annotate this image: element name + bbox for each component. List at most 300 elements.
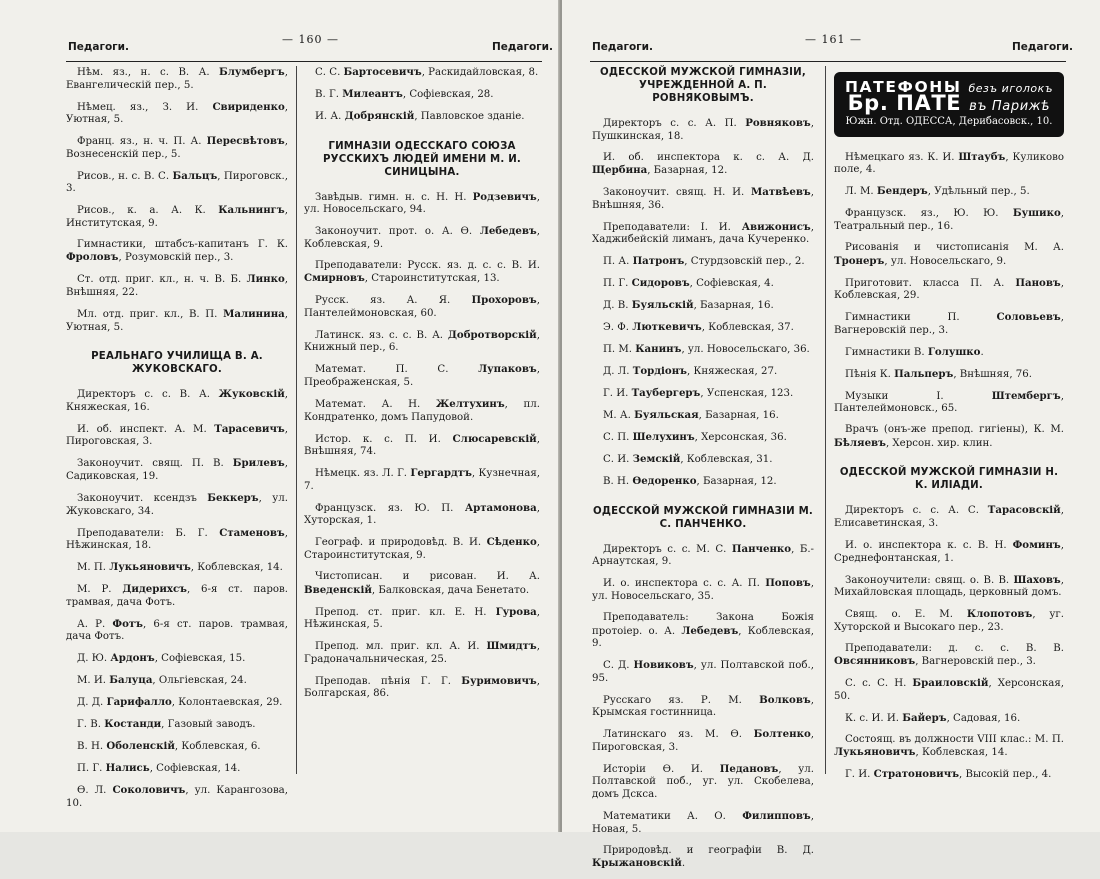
entry-address: , Коблевская, 37. <box>701 322 794 334</box>
directory-entry <box>304 606 540 632</box>
entry-surname: Шаховъ <box>1013 573 1061 586</box>
entry-title: Русск. яз. А. Я. <box>315 295 472 307</box>
entry-address: , Княжеская, 16. <box>66 389 288 413</box>
entry-title: Г. В. <box>77 719 105 731</box>
entry-address: , Новая, 5. <box>592 810 814 835</box>
directory-entry <box>304 191 540 217</box>
entry-surname: Малинина <box>223 308 285 321</box>
entry-title: Латинск. яз. с. с. В. А. <box>315 329 448 341</box>
entry-address: , Стурдзовскій пер., 2. <box>684 256 805 268</box>
entry-surname: Пересвѣтовъ <box>206 135 285 148</box>
entry-surname: Прохоровъ <box>471 294 537 307</box>
directory-entry <box>66 239 288 265</box>
entry-title: Ѳ. Л. <box>77 785 113 797</box>
entry-surname: Панченко <box>731 542 792 555</box>
entry-title: Законоучит. свящ. П. В. <box>77 458 233 470</box>
entry-surname: Бальцъ <box>172 169 218 182</box>
entry-title: Истор. к. с. П. И. <box>315 433 453 445</box>
entry-surname: Люткевичъ <box>632 321 702 334</box>
entry-title: Г. И. <box>845 769 874 781</box>
entry-surname: Штаубъ <box>958 150 1006 163</box>
directory-entry <box>834 368 1064 382</box>
entry-surname: Пальперъ <box>894 367 954 380</box>
directory-entry <box>66 170 288 196</box>
directory-entry <box>592 255 814 269</box>
entry-address: , Внѣшняя, 76. <box>953 368 1033 380</box>
directory-entry <box>66 273 288 299</box>
entry-surname: Авижонисъ <box>741 220 811 233</box>
directory-entry <box>304 640 540 666</box>
directory-entry <box>834 608 1064 634</box>
section-heading: ОДЕССКОЙ МУЖСКОЙ ГИМНАЗІИ Н. К. ИЛІАДИ. <box>839 467 1059 492</box>
entry-title: Д. Д. <box>77 697 107 709</box>
entry-address: , Садовая, 16. <box>946 712 1021 724</box>
entry-title: Природовѣд. и географіи В. Д. <box>603 844 814 856</box>
entry-surname: Филипповъ <box>742 809 811 822</box>
entry-address: , Хаджибейскій лиманъ, дача Кучеренко. <box>592 221 814 246</box>
directory-entry <box>834 424 1064 450</box>
entry-address: , Евангеличеcкій пер., 5. <box>66 67 288 91</box>
entry-title: Э. Ф. <box>603 322 633 334</box>
entry-title: Исторіи Ѳ. И. <box>603 763 720 775</box>
entry-address: , Коблевская, 29. <box>834 277 1064 302</box>
entry-address: , Балковская, дача Бенетато. <box>371 584 530 596</box>
entry-surname: Брилевъ <box>232 457 285 470</box>
entry-address: , Институтская, 9. <box>66 205 288 229</box>
entry-title: Французск. яз., Ю. Ю. <box>845 208 1013 220</box>
entry-surname: Добрянскій <box>344 109 415 122</box>
directory-entry <box>592 409 814 423</box>
entry-title: Директоръ с. с. М. С. <box>603 543 732 555</box>
directory-entry <box>66 696 288 710</box>
entry-title: В. Н. <box>603 476 633 488</box>
entry-address: , Нѣжинская, 18. <box>66 527 288 552</box>
column-left <box>592 66 814 879</box>
entry-surname: Овсянниковъ <box>834 655 916 668</box>
directory-entry <box>66 762 288 776</box>
entry-surname: Балуца <box>109 674 153 687</box>
entry-address: , Коблевская, 14. <box>190 562 283 574</box>
page-number: — 160 — <box>282 33 339 46</box>
entry-address: , Вагнеровскій пер., 3. <box>834 312 1064 336</box>
directory-entry <box>592 810 814 836</box>
directory-entry <box>304 363 540 389</box>
entry-title: Нѣмецкаго яз. К. И. <box>845 151 959 163</box>
entry-title: И. о. инспектора к. с. В. Н. <box>845 539 1013 551</box>
directory-entry <box>834 390 1064 416</box>
entry-title: И. А. <box>315 110 345 122</box>
entry-title: Музыки I. <box>845 390 992 402</box>
entry-address: , Высокій пер., 4. <box>959 769 1052 781</box>
directory-entry <box>66 527 288 553</box>
entry-title: Д. В. <box>603 300 632 312</box>
entry-address: , ул. Карангозова, 10. <box>66 785 288 809</box>
entry-title: Приготовит. класса П. А. <box>845 277 1016 289</box>
entry-surname: Клопотовъ <box>966 608 1033 621</box>
entry-address: , Михайловская площадь, церковный домъ. <box>834 574 1064 599</box>
directory-entry <box>592 277 814 291</box>
entry-surname: Тарасевичъ <box>214 422 285 435</box>
entry-address: , Хуторская, 1. <box>304 502 540 527</box>
entry-surname: Тарасовскій <box>987 504 1061 517</box>
entry-address: , Садиковская, 19. <box>66 458 288 482</box>
entry-title: К. с. И. И. <box>845 712 903 724</box>
entry-title: С. И. <box>603 454 633 466</box>
entry-address: , Б.-Арнаутская, 9. <box>592 543 814 568</box>
entry-surname: Смирновъ <box>304 272 365 285</box>
entry-surname: Фроловъ <box>66 251 119 264</box>
entry-address: , Елисаветинская, 3. <box>834 505 1064 529</box>
entry-address: , Пантелеймоновск., 65. <box>834 390 1064 415</box>
column-divider <box>825 66 826 774</box>
directory-entry <box>592 321 814 335</box>
directory-entry <box>66 457 288 483</box>
entry-title: В. Н. <box>77 741 107 753</box>
header-rule <box>590 61 1066 62</box>
directory-entry <box>834 643 1064 669</box>
entry-title: И. об. инспект. А. М. <box>77 423 215 435</box>
directory-entry <box>66 652 288 666</box>
entry-surname: Бѣляевъ <box>834 436 886 449</box>
entry-address: , Херсон. хир. клин. <box>885 437 993 449</box>
directory-entry <box>592 186 814 212</box>
directory-entry <box>592 728 814 754</box>
entry-address: , ул. Новосельскаго, 36. <box>681 344 810 356</box>
ad-line2-main: Бр. ПАТЕ <box>847 90 962 115</box>
directory-entry <box>304 66 540 80</box>
directory-entry <box>592 365 814 379</box>
entry-surname: Жуковскій <box>218 388 285 401</box>
entry-title: Завѣдыв. гимн. н. с. Н. Н. <box>315 191 473 203</box>
directory-entry <box>592 299 814 313</box>
directory-entry <box>592 117 814 143</box>
entry-surname: Земскій <box>632 453 681 466</box>
entry-title: М. А. <box>603 410 635 422</box>
entry-title: Ст. отд. приг. кл., н. ч. В. Б. <box>77 274 247 286</box>
entry-title: С. П. <box>603 432 633 444</box>
entry-address: , Удѣльный пер., 5. <box>927 186 1030 198</box>
directory-entry <box>304 88 540 102</box>
entry-surname: Тордіонъ <box>632 365 687 378</box>
directory-entry <box>834 734 1064 760</box>
entry-address: , Коблевская, 6. <box>174 741 261 753</box>
entry-address: , Преображенская, 5. <box>304 364 540 389</box>
directory-entry <box>592 152 814 178</box>
directory-entry <box>834 185 1064 199</box>
entry-surname: Соловьевъ <box>996 311 1061 324</box>
entry-title: Директоръ с. с. А. С. <box>845 505 988 517</box>
entry-address: , Колонтаевская, 29. <box>171 697 283 709</box>
entry-surname: Шелухинъ <box>632 431 695 444</box>
entry-title: М. П. <box>77 562 110 574</box>
entry-surname: Введенскій <box>304 583 372 596</box>
directory-entry <box>304 110 540 124</box>
directory-entry <box>66 618 288 644</box>
entry-title: Географ. и природовѣд. В. И. <box>315 537 487 549</box>
entry-surname: Добротворскій <box>447 328 537 341</box>
directory-entry <box>304 260 540 286</box>
entry-title: Математ. П. С. <box>315 364 479 376</box>
entry-surname: Фотъ <box>112 617 143 630</box>
entry-surname: Блумбергъ <box>219 66 285 78</box>
directory-entry <box>592 431 814 445</box>
entry-surname: Ардонъ <box>110 652 155 665</box>
entry-surname: Дидерихсъ <box>122 583 187 596</box>
entry-title: Преподаватель: Закона Божія протоіер. о. А. <box>592 611 814 637</box>
column-divider <box>296 66 297 774</box>
directory-entry <box>66 388 288 414</box>
entry-address: , Пироговская, 3. <box>66 423 288 448</box>
directory-entry <box>592 694 814 720</box>
column-left <box>66 66 288 819</box>
entry-surname: Фоминъ <box>1012 538 1061 551</box>
entry-title: Г. И. <box>603 388 632 400</box>
entry-title: Пѣнія К. <box>845 368 895 380</box>
entry-surname: Канинъ <box>635 343 682 356</box>
entry-surname: Крыжановскій <box>592 857 682 870</box>
entry-surname: Штембергъ <box>991 389 1061 402</box>
column-right-entries <box>834 151 1064 782</box>
entry-address: , Софіевская, 28. <box>402 88 494 100</box>
directory-entry <box>66 308 288 334</box>
entry-address: , Вагнеровскій пер., 3. <box>915 656 1036 668</box>
entry-surname: Матвѣевъ <box>750 186 811 199</box>
entry-surname: Новиковъ <box>633 659 694 672</box>
running-head-right: Педагоги. <box>492 41 554 53</box>
directory-entry <box>304 225 540 251</box>
directory-entry <box>66 66 288 92</box>
directory-entry <box>592 763 814 802</box>
entry-address: , Староинститутская, 9. <box>304 537 540 561</box>
entry-title: Преподаватели: I. И. <box>603 221 742 233</box>
entry-title: Математики А. О. <box>603 810 743 822</box>
directory-entry <box>66 718 288 732</box>
entry-surname: Свириденко <box>212 100 285 113</box>
entry-address: , 6-я ст. паров. трамвая, дача Фотъ. <box>66 584 288 608</box>
entry-surname: Патронъ <box>632 255 685 268</box>
entry-address: , Раскидайловская, 8. <box>421 67 539 78</box>
entry-surname: Нались <box>105 762 150 775</box>
entry-surname: Беккеръ <box>207 491 259 504</box>
entry-address: . <box>681 858 686 870</box>
entry-title: П. Г. <box>77 763 106 775</box>
directory-entry <box>66 784 288 810</box>
entry-address: , Розумовскій пер., 3. <box>118 252 234 264</box>
directory-entry <box>304 398 540 424</box>
directory-entry <box>304 536 540 562</box>
entry-surname: Таубергеръ <box>631 387 701 400</box>
entry-address: , ул. Жуковскаго, 34. <box>66 492 288 517</box>
entry-title: Французск. яз. Ю. П. <box>315 502 465 514</box>
entry-title: Л. М. <box>845 186 877 198</box>
entry-surname: Желтухинъ <box>435 398 505 411</box>
entry-address: , Вознесенскій пер., 5. <box>66 136 288 160</box>
entry-title: Состоящ. въ должности VIII клас.: М. П. <box>845 733 1064 745</box>
entry-title: С. С. <box>315 67 344 78</box>
entry-address: , Крымская гостинница. <box>592 694 814 719</box>
entry-title: Латинскаго яз. М. Ѳ. <box>603 729 754 741</box>
directory-entry <box>834 504 1064 530</box>
directory-entry <box>304 433 540 459</box>
directory-entry <box>834 768 1064 782</box>
section-heading: РЕАЛЬНАГО УЧИЛИЩА В. А. ЖУКОВСКАГО. <box>91 351 263 376</box>
entry-surname: Лебедевъ <box>479 225 537 238</box>
entry-title: Преподаватели: Русск. яз. д. с. с. В. И. <box>315 259 540 271</box>
entry-title: В. Г. <box>315 88 343 100</box>
directory-entry <box>66 674 288 688</box>
directory-entry <box>592 453 814 467</box>
entry-title: Гимнастики, штабсъ-капитанъ Г. К. <box>77 238 288 250</box>
entry-surname: Артамонова <box>464 501 537 514</box>
entry-title: А. Р. <box>77 618 113 630</box>
entry-title: Гимнастики П. <box>845 312 997 324</box>
entry-title: Преподаватели: д. с. с. В. В. <box>845 642 1064 654</box>
directory-entry <box>66 135 288 161</box>
entry-address: , Нѣжинская, 5. <box>304 606 540 631</box>
column-right <box>304 66 540 709</box>
directory-entry <box>834 574 1064 600</box>
entry-address: , Пантелеймоновская, 60. <box>304 295 540 319</box>
entry-address: , Софіевская, 4. <box>689 278 774 290</box>
entry-surname: Щербина <box>592 164 648 177</box>
directory-entry <box>304 294 540 320</box>
directory-entry <box>304 571 540 597</box>
entry-title: Д. Ю. <box>77 653 111 665</box>
directory-entry <box>592 612 814 651</box>
entry-address: , ул. Полтавской поб., 95. <box>592 660 815 684</box>
entry-address: , Софіевская, 14. <box>149 763 241 775</box>
entry-address: , Кузнечная, 7. <box>304 468 540 492</box>
entry-address: , Княжеская, 27. <box>686 366 778 378</box>
entry-surname: Буяльская <box>634 409 699 422</box>
entry-title: Рисов., к. а. А. К. <box>77 205 219 217</box>
entry-surname: Сѣденко <box>486 536 537 549</box>
entry-surname: Гарифалло <box>106 696 172 709</box>
entry-title: Русскаго яз. Р. М. <box>603 694 760 706</box>
entry-title: М. И. <box>77 675 110 687</box>
entry-address: , Внѣшняя, 74. <box>304 433 540 458</box>
section-heading: ОДЕССКОЙ МУЖСКОЙ ГИМНАЗІИ, УЧРЕЖДЕННОЙ А. П. РОВНЯКОВЫМЪ. <box>600 67 806 104</box>
entry-surname: Оболенскій <box>106 740 175 753</box>
entry-address: , Пушкинская, 18. <box>592 118 814 142</box>
entry-address: , Книжный пер., 6. <box>304 329 540 354</box>
entry-address: , Коблевская, 14. <box>915 747 1008 759</box>
entry-title: Нѣмецк. яз. Л. Г. <box>315 468 411 480</box>
entry-title: Препод. ст. приг. кл. Е. Н. <box>315 606 496 618</box>
entry-address: , Болгарская, 86. <box>304 675 540 700</box>
entry-title: С. с. С. Н. <box>845 678 913 690</box>
entry-address: , Уютная, 5. <box>66 309 288 333</box>
entry-address: , ул. Новосельскаго, 9. <box>884 255 1007 267</box>
entry-title: Преподаватели: Б. Г. <box>77 527 220 539</box>
entry-title: Законоучители: свящ. о. В. В. <box>845 574 1014 586</box>
entry-title: П. М. <box>603 344 636 356</box>
entry-surname: Буяльскій <box>631 299 694 312</box>
entry-title: Нѣм. яз., н. с. В. А. <box>77 67 220 78</box>
entry-address: , 6-я ст. паров. трамвая, дача Фотъ. <box>66 618 288 643</box>
entry-surname: Лупаковъ <box>478 363 537 376</box>
entry-title: Законоучит. ксендзъ <box>77 492 208 504</box>
ad-line2-small: въ Парижѣ <box>969 98 1051 114</box>
directory-entry <box>834 277 1064 303</box>
entry-surname: Гергардтъ <box>410 467 472 480</box>
entry-address: , Пироговская, 3. <box>592 729 814 753</box>
entry-address: , Базарная, 16. <box>698 410 779 422</box>
entry-address: , Базарная, 12. <box>696 476 777 488</box>
entry-surname: Бушико <box>1012 207 1061 220</box>
entry-address: , Староинститутская, 13. <box>364 273 500 285</box>
directory-entry <box>66 423 288 449</box>
directory-entry <box>592 659 814 685</box>
directory-entry <box>304 675 540 701</box>
column-right <box>834 66 1064 790</box>
entry-surname: Пановъ <box>1015 276 1061 289</box>
directory-entry <box>304 467 540 493</box>
entry-surname: Слюсаревскій <box>452 432 537 445</box>
directory-entry <box>834 539 1064 565</box>
entry-surname: Педановъ <box>719 762 779 775</box>
entry-address: , Коблевская, 31. <box>680 454 773 466</box>
entry-address: , пл. Кондратенко, домъ Папудовой. <box>304 399 540 423</box>
directory-entry <box>834 677 1064 703</box>
directory-entry <box>66 740 288 754</box>
section-heading: ОДЕССКОЙ МУЖСКОЙ ГИМНАЗІИ М. С. ПАНЧЕНКО. <box>593 505 813 530</box>
entry-surname: Ровняковъ <box>745 117 811 129</box>
entry-title: Нѣмец. яз., З. И. <box>77 101 213 113</box>
entry-address: , Павловское зданіе. <box>414 110 525 122</box>
entry-surname: Линко <box>246 273 285 286</box>
entry-title: П. А. <box>603 256 633 268</box>
entry-surname: Сидоровъ <box>631 277 690 290</box>
entry-surname: Байеръ <box>902 711 947 724</box>
ad-line3: Южн. Отд. ОДЕССА, Дерибасовск., 10. <box>845 116 1053 128</box>
entry-surname: Бартосевичъ <box>343 66 422 78</box>
entry-surname: Болтенко <box>753 728 811 741</box>
entry-title: М. Р. <box>77 584 123 596</box>
entry-address: , Базарная, 16. <box>693 300 774 312</box>
entry-title: Мл. отд. приг. кл., В. П. <box>77 309 224 321</box>
page-161 <box>562 0 1100 870</box>
directory-entry <box>592 221 814 247</box>
directory-entry <box>304 329 540 355</box>
directory-entry <box>304 502 540 528</box>
patefon-advertisement <box>834 72 1064 137</box>
entry-address: , ул. Полтавской поб., уг. ул. Скобелева, домъ Дскса. <box>592 763 814 800</box>
entry-address: , Базарная, 12. <box>647 165 728 177</box>
entry-title: И. о. инспектора с. с. А. П. <box>603 578 766 590</box>
entry-title: Директоръ с. с. А. П. <box>603 118 746 129</box>
directory-entry <box>592 577 814 603</box>
entry-address: , ул. Новосельскаго, 35. <box>592 578 814 602</box>
entry-address: , Театральный пер., 16. <box>834 208 1064 232</box>
entry-title: Рисов., н. с. В. С. <box>77 170 173 182</box>
running-head-left: Педагоги. <box>592 41 654 53</box>
entry-title: И. об. инспектора к. с. А. Д. <box>603 151 814 163</box>
directory-entry <box>66 583 288 609</box>
directory-entry <box>66 561 288 575</box>
directory-entry <box>592 543 814 569</box>
entry-title: Рисованія и чистописанія М. А. <box>845 241 1064 253</box>
entry-surname: Волковъ <box>759 693 811 706</box>
page-number: — 161 — <box>805 33 862 46</box>
entry-title: Математ. А. Н. <box>315 399 436 411</box>
entry-address: , Коблевская, 9. <box>304 226 540 250</box>
running-head-right: Педагоги. <box>1012 41 1074 53</box>
entry-address: , Софіевская, 15. <box>154 653 246 665</box>
entry-surname: Браиловскій <box>912 677 989 690</box>
directory-entry <box>834 207 1064 233</box>
directory-entry <box>66 492 288 518</box>
